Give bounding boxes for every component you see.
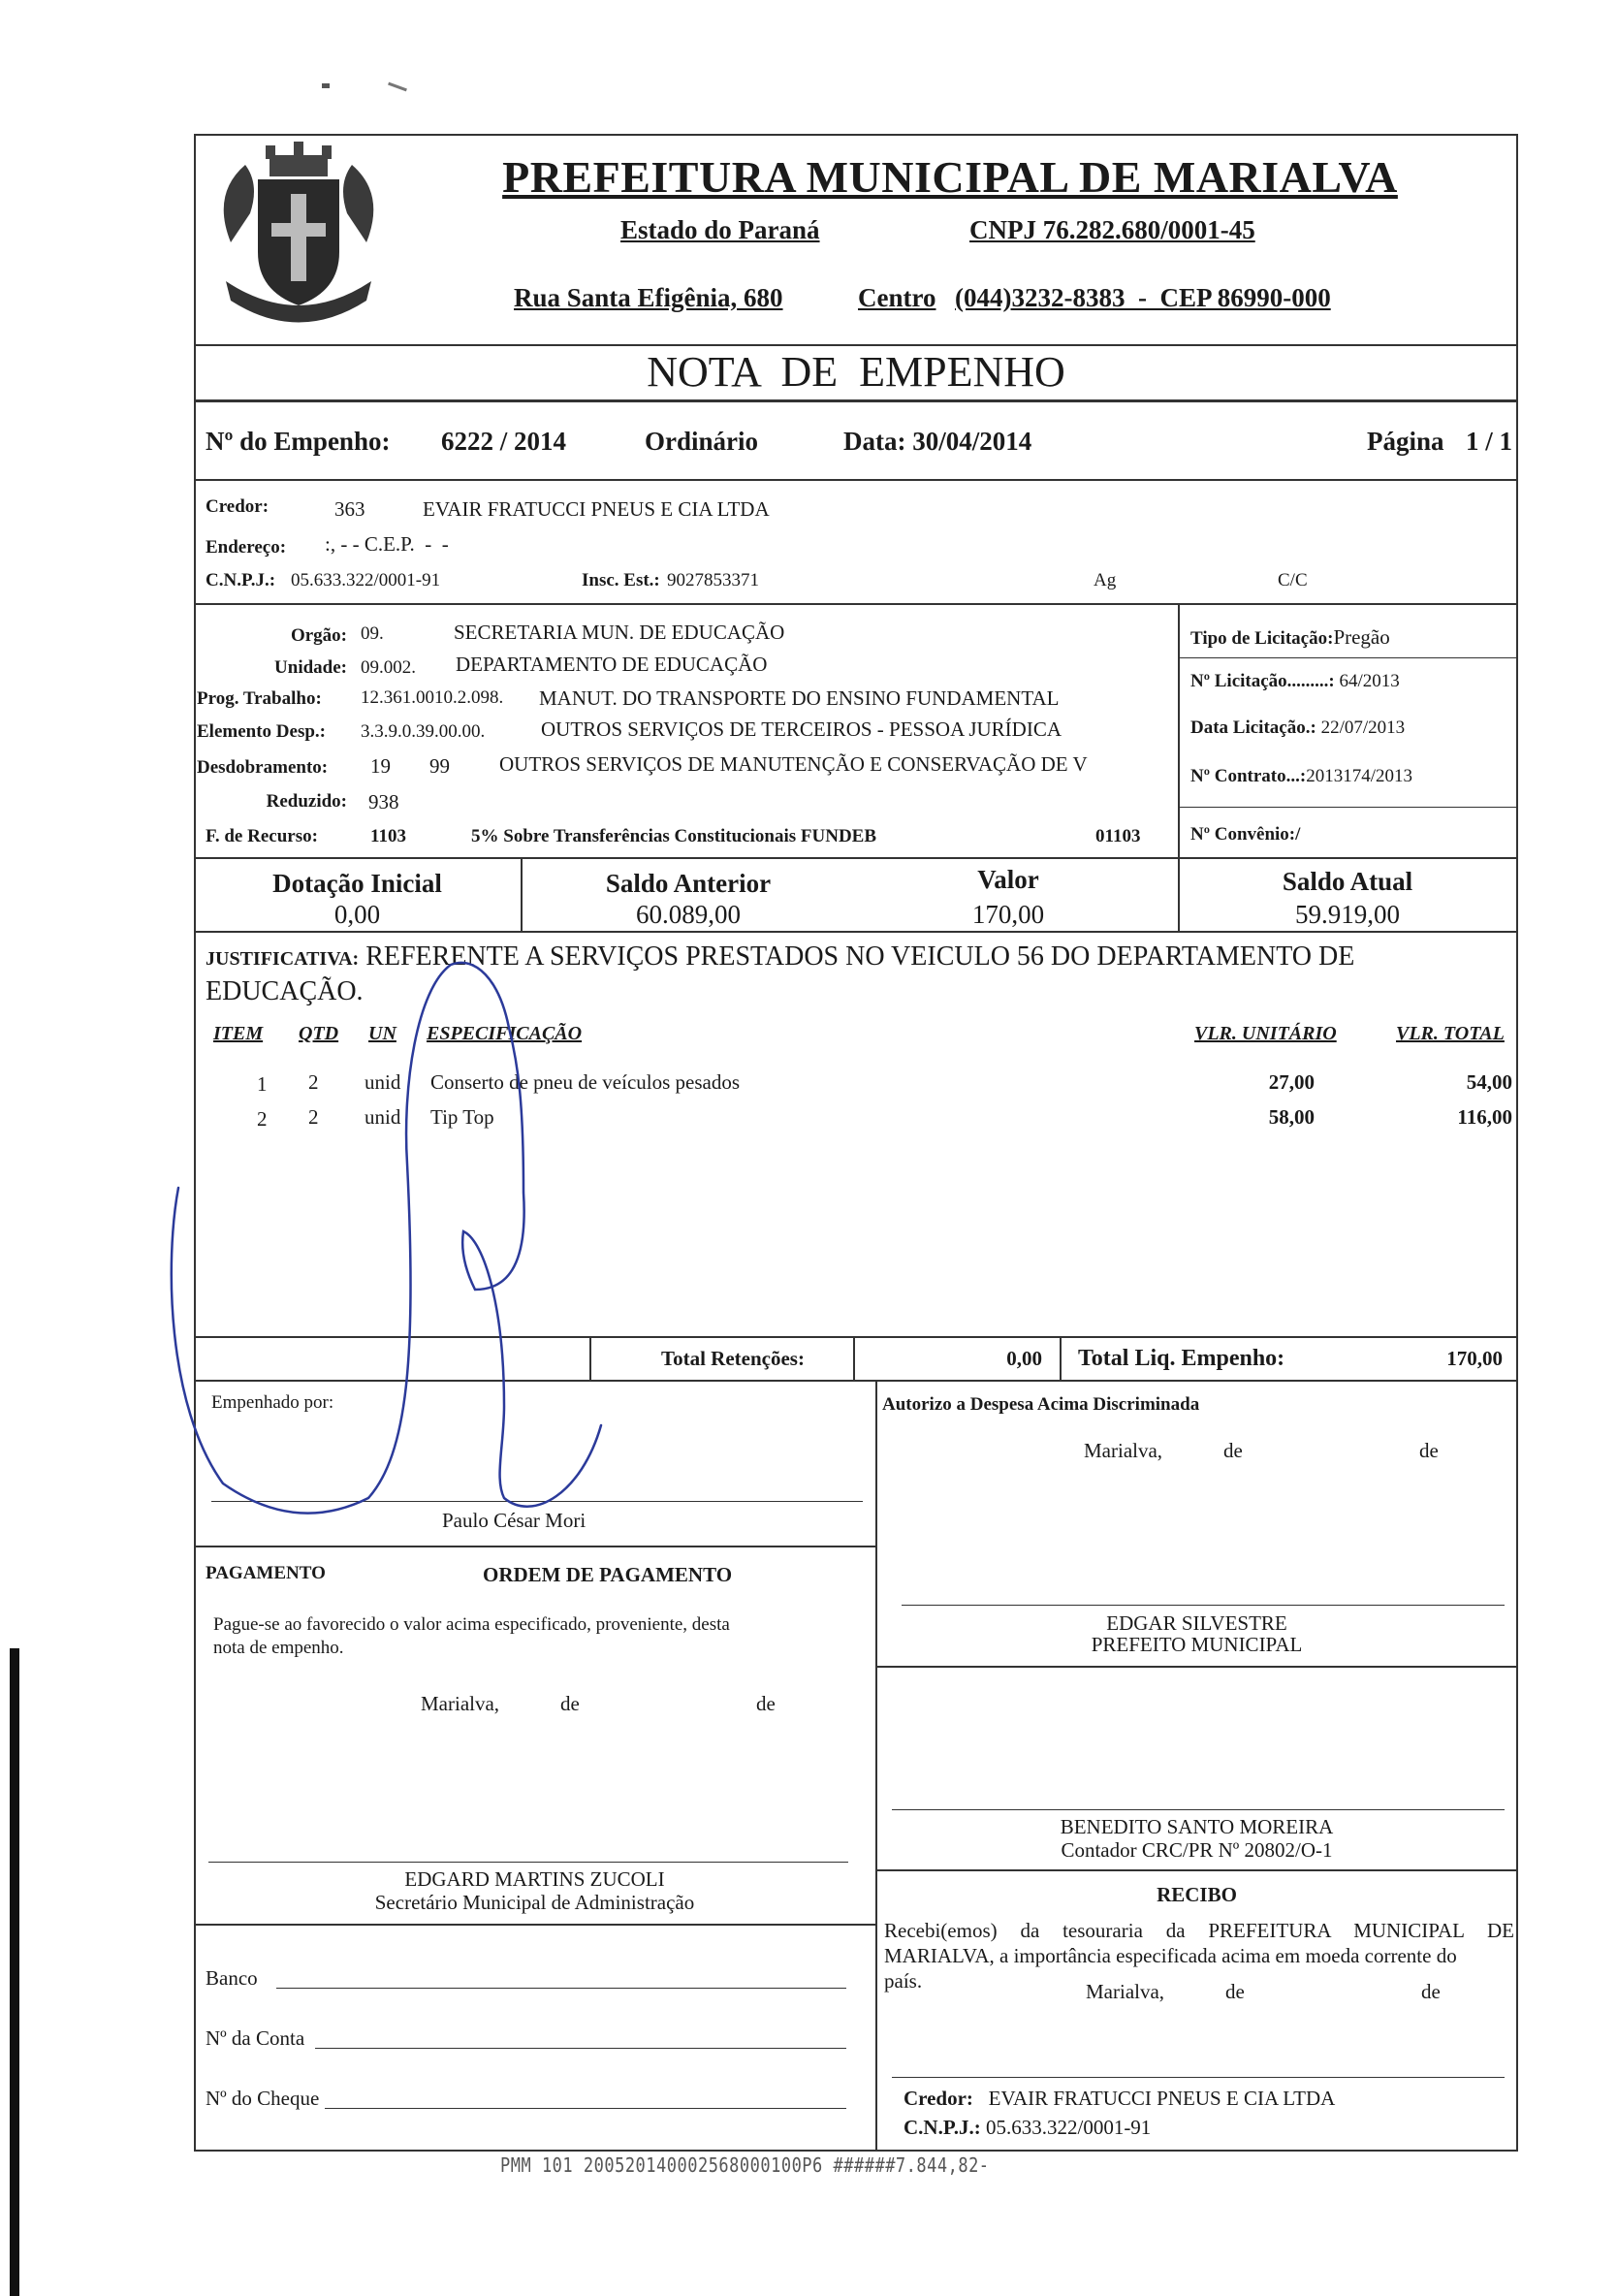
items-header-unit: VLR. UNITÁRIO xyxy=(1194,1023,1337,1044)
recibo-cnpj xyxy=(904,2116,1151,2140)
item-1-un: unid xyxy=(365,1070,401,1094)
prefeito-title: PREFEITO MUNICIPAL xyxy=(1091,1633,1303,1656)
total-retencoes-label: Total Retenções: xyxy=(661,1347,805,1370)
contador-title: Contador CRC/PR Nº 20802/O-1 xyxy=(1061,1838,1333,1862)
recibo-de-2: de xyxy=(1421,1980,1441,2003)
saldo-atual-label: Saldo Atual xyxy=(1282,867,1413,896)
item-1-item: 1 xyxy=(257,1072,268,1096)
justificativa-line2: EDUCAÇÃO. xyxy=(206,976,364,1006)
reduzido-label: Reduzido: xyxy=(266,791,347,812)
valor-value: 170,00 xyxy=(971,900,1045,929)
cnpj-label: C.N.P.J.: xyxy=(206,570,276,590)
valor-label: Valor xyxy=(977,865,1039,894)
prefeito-name: EDGAR SILVESTRE xyxy=(1106,1611,1287,1635)
recibo-text xyxy=(884,1918,1514,1993)
recurso-code: 1103 xyxy=(370,826,406,846)
pagamento-de-1: de xyxy=(560,1692,580,1715)
recibo-line3: país. xyxy=(884,1969,923,1993)
insc-value: 9027853371 xyxy=(667,570,759,590)
total-liquido-value: 170,00 xyxy=(1446,1347,1503,1370)
item-2-unit: 58,00 xyxy=(1268,1105,1315,1129)
empenhado-name: Paulo César Mori xyxy=(442,1509,587,1532)
pagamento-de-2: de xyxy=(756,1692,776,1715)
elemento-code: 3.3.9.0.39.00.00. xyxy=(361,721,486,742)
unidade-code: 09.002. xyxy=(361,657,416,678)
licitacao-tipo-value: Pregão xyxy=(1333,625,1390,649)
recibo-cnpj-value: 05.633.322/0001-91 xyxy=(985,2116,1152,2139)
desdobramento-a: 19 xyxy=(370,754,391,778)
recurso-extra: 01103 xyxy=(1095,826,1141,846)
dotacao-label: Dotação Inicial xyxy=(272,869,442,898)
page-value: 1 / 1 xyxy=(1466,427,1513,456)
header-phone-cep: (044)3232-8383 - CEP 86990-000 xyxy=(955,283,1331,312)
orgao-desc: SECRETARIA MUN. DE EDUCAÇÃO xyxy=(454,621,785,644)
header-district: Centro xyxy=(858,283,936,312)
empenho-number: 6222 / 2014 xyxy=(441,427,567,456)
autorizo-place: Marialva, xyxy=(1084,1439,1163,1462)
secretario-name: EDGARD MARTINS ZUCOLI xyxy=(404,1867,665,1891)
cnpj-value: 05.633.322/0001-91 xyxy=(291,570,441,590)
recibo-cnpj-label: C.N.P.J.: xyxy=(904,2116,981,2139)
desdobramento-desc: OUTROS SERVIÇOS DE MANUTENÇÃO E CONSERVAÇÃO DE V xyxy=(499,752,1088,776)
prog-desc: MANUT. DO TRANSPORTE DO ENSINO FUNDAMENTAL xyxy=(539,686,1060,710)
recibo-label: RECIBO xyxy=(1157,1883,1237,1906)
prog-code: 12.361.0010.2.098. xyxy=(361,687,504,708)
recibo-credor-name: EVAIR FRATUCCI PNEUS E CIA LTDA xyxy=(988,2087,1336,2110)
header-street: Rua Santa Efigênia, 680 xyxy=(514,283,783,312)
dotacao-value: 0,00 xyxy=(333,900,381,929)
elemento-desc: OUTROS SERVIÇOS DE TERCEIROS - PESSOA JURÍDICA xyxy=(541,718,1062,741)
autorizo-de-2: de xyxy=(1419,1439,1439,1462)
item-1-qtd: 2 xyxy=(308,1070,319,1094)
credor-label: Credor: xyxy=(206,496,270,517)
items-header-total: VLR. TOTAL xyxy=(1396,1023,1505,1044)
empenho-type: Ordinário xyxy=(645,427,759,456)
items-header-spec: ESPECIFICAÇÃO xyxy=(427,1023,583,1044)
desdobramento-label: Desdobramento: xyxy=(197,757,329,778)
header-title: PREFEITURA MUNICIPAL DE MARIALVA xyxy=(502,152,1398,202)
pague-line2: nota de empenho. xyxy=(213,1638,344,1658)
recibo-line2: MARIALVA, a importância especificada acima em moeda corrente do xyxy=(884,1944,1457,1967)
recibo-credor xyxy=(904,2087,1335,2111)
contador-name: BENEDITO SANTO MOREIRA xyxy=(1060,1815,1334,1838)
credor-name: EVAIR FRATUCCI PNEUS E CIA LTDA xyxy=(423,497,770,521)
secretario-title: Secretário Municipal de Administração xyxy=(374,1891,695,1914)
insc-label: Insc. Est.: xyxy=(582,570,660,590)
cheque-label: Nº do Cheque xyxy=(206,2087,320,2110)
reduzido-value: 938 xyxy=(368,790,399,813)
licitacao-data-value: 22/07/2013 xyxy=(1320,718,1406,738)
autorizo-de-1: de xyxy=(1223,1439,1243,1462)
scan-mark xyxy=(388,82,407,92)
licitacao-contrato xyxy=(1190,766,1412,787)
unidade-label: Unidade: xyxy=(274,657,347,678)
saldo-anterior-label: Saldo Anterior xyxy=(605,869,772,898)
items-header-un: UN xyxy=(368,1023,396,1044)
orgao-code: 09. xyxy=(361,623,384,644)
pague-se-text xyxy=(213,1613,863,1660)
licitacao-contrato-value: 2013174/2013 xyxy=(1306,766,1412,786)
ag-label: Ag xyxy=(1094,570,1117,590)
header-cnpj: CNPJ 76.282.680/0001-45 xyxy=(969,215,1255,244)
recibo-credor-label: Credor: xyxy=(904,2087,973,2110)
item-2-qtd: 2 xyxy=(308,1105,319,1129)
pagamento-label: PAGAMENTO xyxy=(206,1563,326,1583)
document-title: NOTA DE EMPENHO xyxy=(647,348,1065,396)
unidade-desc: DEPARTAMENTO DE EDUCAÇÃO xyxy=(456,653,768,676)
recibo-line1: Recebi(emos) da tesouraria da PREFEITURA MUNICIPAL DE xyxy=(884,1919,1514,1942)
scan-mark xyxy=(322,83,330,88)
empenho-date: Data: 30/04/2014 xyxy=(843,427,1032,456)
empenhado-label: Empenhado por: xyxy=(211,1392,334,1413)
items-header-qtd: QTD xyxy=(299,1023,339,1044)
orgao-label: Orgão: xyxy=(290,625,347,646)
elemento-label: Elemento Desp.: xyxy=(197,721,326,742)
total-liquido-label: Total Liq. Empenho: xyxy=(1078,1346,1285,1371)
address-label: Endereço: xyxy=(206,537,287,558)
prog-label: Prog. Trabalho: xyxy=(197,688,322,709)
coat-of-arms-icon xyxy=(202,136,396,330)
items-header-item: ITEM xyxy=(213,1023,264,1044)
pague-line1: Pague-se ao favorecido o valor acima especificado, proveniente, desta xyxy=(213,1614,730,1635)
item-1-total: 54,00 xyxy=(1466,1070,1512,1094)
credor-code: 363 xyxy=(334,497,365,521)
licitacao-data-label: Data Licitação.: xyxy=(1190,718,1316,738)
ordem-pagamento-label: ORDEM DE PAGAMENTO xyxy=(483,1563,733,1586)
address-value: :, - - C.E.P. - - xyxy=(325,532,449,556)
licitacao-contrato-label: Nº Contrato...: xyxy=(1190,766,1307,786)
conta-label: Nº da Conta xyxy=(206,2026,305,2050)
recurso-desc: 5% Sobre Transferências Constitucionais FUNDEB xyxy=(471,826,877,846)
licitacao-data xyxy=(1190,718,1405,739)
item-2-item: 2 xyxy=(257,1107,268,1131)
recibo-place: Marialva, xyxy=(1086,1980,1165,2003)
licitacao-numero-value: 64/2013 xyxy=(1339,671,1400,691)
autorizo-label: Autorizo a Despesa Acima Discriminada xyxy=(882,1394,1200,1415)
licitacao-numero-label: Nº Licitação.........: xyxy=(1190,671,1335,691)
justificativa-label: JUSTIFICATIVA: xyxy=(206,948,360,970)
machine-code: PMM 101 200520140002568000100P6 ######7.844,82- xyxy=(500,2154,990,2178)
saldo-anterior-value: 60.089,00 xyxy=(636,900,741,929)
total-retencoes-value: 0,00 xyxy=(1006,1347,1042,1370)
scan-edge xyxy=(10,1648,19,2296)
cc-label: C/C xyxy=(1278,570,1308,590)
header-state: Estado do Paraná xyxy=(620,215,820,244)
licitacao-numero xyxy=(1190,671,1400,692)
item-2-un: unid xyxy=(365,1105,401,1129)
licitacao-tipo-label xyxy=(1190,625,1390,650)
justificativa-line1: REFERENTE A SERVIÇOS PRESTADOS NO VEICULO 56 DO DEPARTAMENTO DE xyxy=(365,941,1355,972)
item-1-spec: Conserto de pneu de veículos pesados xyxy=(430,1070,741,1094)
item-2-total: 116,00 xyxy=(1457,1105,1512,1129)
desdobramento-b: 99 xyxy=(429,754,450,778)
pagamento-place: Marialva, xyxy=(421,1692,500,1715)
empenho-label: Nº do Empenho: xyxy=(206,427,391,456)
item-1-unit: 27,00 xyxy=(1268,1070,1315,1094)
saldo-atual-value: 59.919,00 xyxy=(1295,900,1400,929)
licitacao-convenio: Nº Convênio:/ xyxy=(1190,824,1301,845)
justificativa xyxy=(206,941,1505,1007)
banco-label: Banco xyxy=(206,1966,258,1990)
recibo-de-1: de xyxy=(1225,1980,1245,2003)
page-label: Página xyxy=(1367,427,1444,456)
recurso-label: F. de Recurso: xyxy=(206,826,318,846)
item-2-spec: Tip Top xyxy=(430,1105,494,1129)
licitacao-tipo-text: Tipo de Licitação: xyxy=(1190,628,1334,649)
